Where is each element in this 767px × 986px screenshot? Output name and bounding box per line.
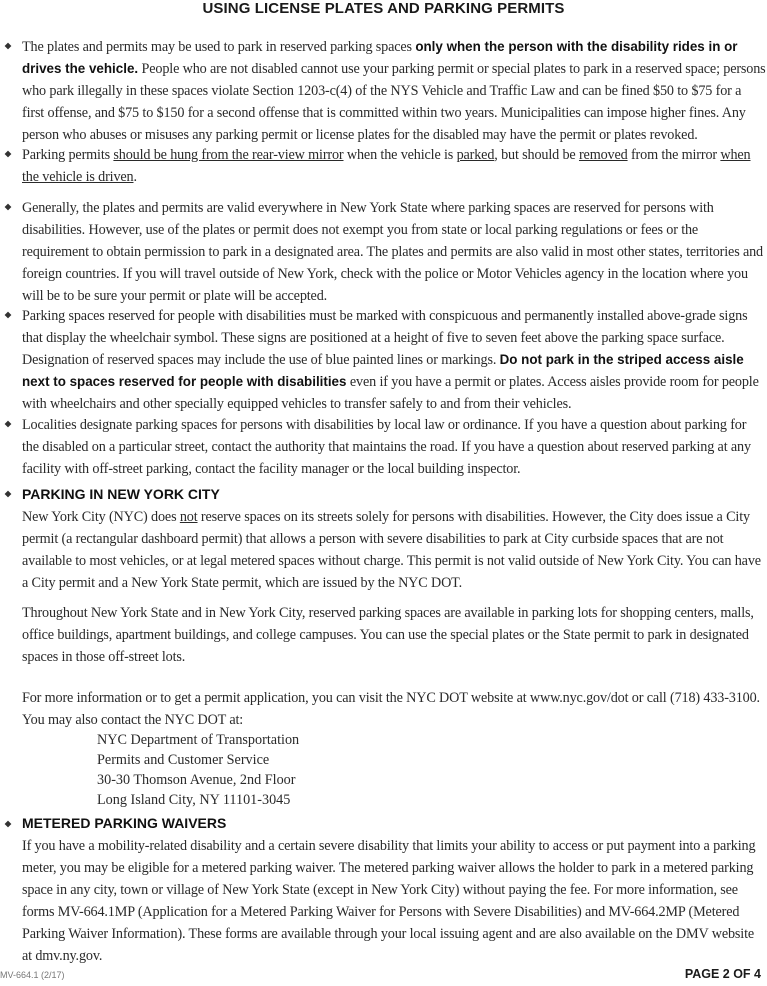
text: The plates and permits may be used to park in reserved parking spaces [22, 39, 416, 55]
text: Parking permits [22, 147, 114, 163]
text: Parking spaces reserved for people with disabilities must be marked with conspicuous and permanently installed above-grade signs that display the wheelchair symbol. These signs are positioned at a height of five to seven feet above the parking space surface. Designation of reserved spaces may include the use of blue painted lines or markings. [22, 308, 748, 368]
bullet-icon [5, 491, 12, 498]
bullet-icon [5, 821, 12, 828]
underlined-text: not [179, 509, 198, 525]
paragraph: Localities designate parking spaces for persons with disabilities by local law or ordinance. If you have a question about parking for the disabled on a particular street, contact the authority that maintains the road. If you have a question about reserved parking at any facility with off-street parking, contact the facility manager or the local building inspector. [22, 417, 751, 477]
paragraph [22, 36, 766, 146]
underlined-text: when the vehicle is driven [22, 147, 751, 185]
bullet-icon [5, 204, 12, 211]
text: reserve spaces on its streets solely for persons with disabilities. However, the City does issue a City permit (a rectangular dashboard permit) that allows a person with severe disabilities to park at City curbside spaces that are not available to most vehicles, or at legal metered spaces without charge. This permit is not valid outside of New York City. You can have a City permit and a New York State permit, which are issued by the NYC DOT. [22, 509, 761, 591]
form-id: MV-664.1 (2/17) [0, 970, 65, 980]
text: even if you have a permit or plates. Access aisles provide room for people with wheelchairs and other specially equipped vehicles to transfer safely to and from their vehicles. [22, 374, 759, 412]
address-line: Long Island City, NY 11101-3045 [97, 792, 291, 808]
bullet-icon [5, 312, 12, 319]
paragraph [22, 305, 766, 415]
text: People who are not disabled cannot use your parking permit or special plates to park in a reserved space; persons who park illegally in these spaces violate Section 1203-c(4) of the NYS Vehicle and Traffic Law and can be fined $50 to $75 for a first offense, and $75 to $150 for a second offense that is committed within two years. Municipalities can impose higher fines. Any person who abuses or misuses any parking permit or license plates for the disabled may have the permit or plates revoked. [22, 61, 766, 143]
address-block [97, 730, 299, 810]
paragraph: Throughout New York State and in New York City, reserved parking spaces are available in parking lots for shopping centers, malls, office buildings, apartment buildings, and college campuses. You can use the special plates or the State permit to park in designated spaces in those off-street lots. [22, 605, 754, 665]
text: New York City (NYC) does [22, 509, 180, 525]
underlined-text: parked [456, 147, 495, 163]
text: , but should be [494, 147, 579, 163]
text: . [133, 169, 137, 185]
bold-text: only when the person with the disability rides in or drives the vehicle. [22, 39, 738, 76]
page-number: PAGE 2 OF 4 [684, 967, 761, 981]
underlined-text: removed [578, 147, 628, 163]
text: when the vehicle is [343, 147, 457, 163]
paragraph [22, 506, 766, 594]
paragraph: For more information or to get a permit application, you can visit the NYC DOT website at www.nyc.gov/dot or call (718) 433-3100. You may also contact the NYC DOT at: [22, 690, 760, 728]
bullet-icon [5, 151, 12, 158]
underlined-text: should be hung from the rear-view mirror [113, 147, 344, 163]
section-heading: PARKING IN NEW YORK CITY [22, 486, 220, 502]
bold-text: Do not park in the striped access aisle next to spaces reserved for people with disabilities [22, 352, 744, 389]
paragraph: Generally, the plates and permits are valid everywhere in New York State where parking spaces are reserved for persons with disabilities. However, use of the plates or permit does not exempt you from state or local parking regulations or fees or the requirement to obtain permission to park in a designated area. The plates and permits are also valid in most other states, territories and foreign countries. If you will travel outside of New York, check with the police or Motor Vehicles agency in the location where you will be to be sure your permit or plate will be accepted. [22, 200, 763, 304]
bullet-icon [5, 43, 12, 50]
paragraph [22, 144, 766, 188]
paragraph: If you have a mobility-related disability and a certain severe disability that limits your ability to access or put payment into a parking meter, you may be eligible for a metered parking waiver. The metered parking waiver allows the holder to park in a metered parking space in any city, town or village of New York State (except in New York City) without paying the fee. For more information, see forms MV-664.1MP (Application for a Metered Parking Waiver for Persons with Severe Disabilities) and MV-664.2MP (Metered Parking Waiver Information). These forms are available through your local issuing agent and are also available on the DMV website at dmv.ny.gov. [22, 838, 756, 964]
text: from the mirror [627, 147, 721, 163]
page-title: USING LICENSE PLATES AND PARKING PERMITS [202, 0, 565, 17]
address-line: NYC Department of Transportation [97, 732, 300, 748]
bullet-icon [5, 421, 12, 428]
address-line: Permits and Customer Service [97, 752, 270, 768]
address-line: 30-30 Thomson Avenue, 2nd Floor [97, 772, 296, 788]
section-heading: METERED PARKING WAIVERS [22, 815, 227, 831]
